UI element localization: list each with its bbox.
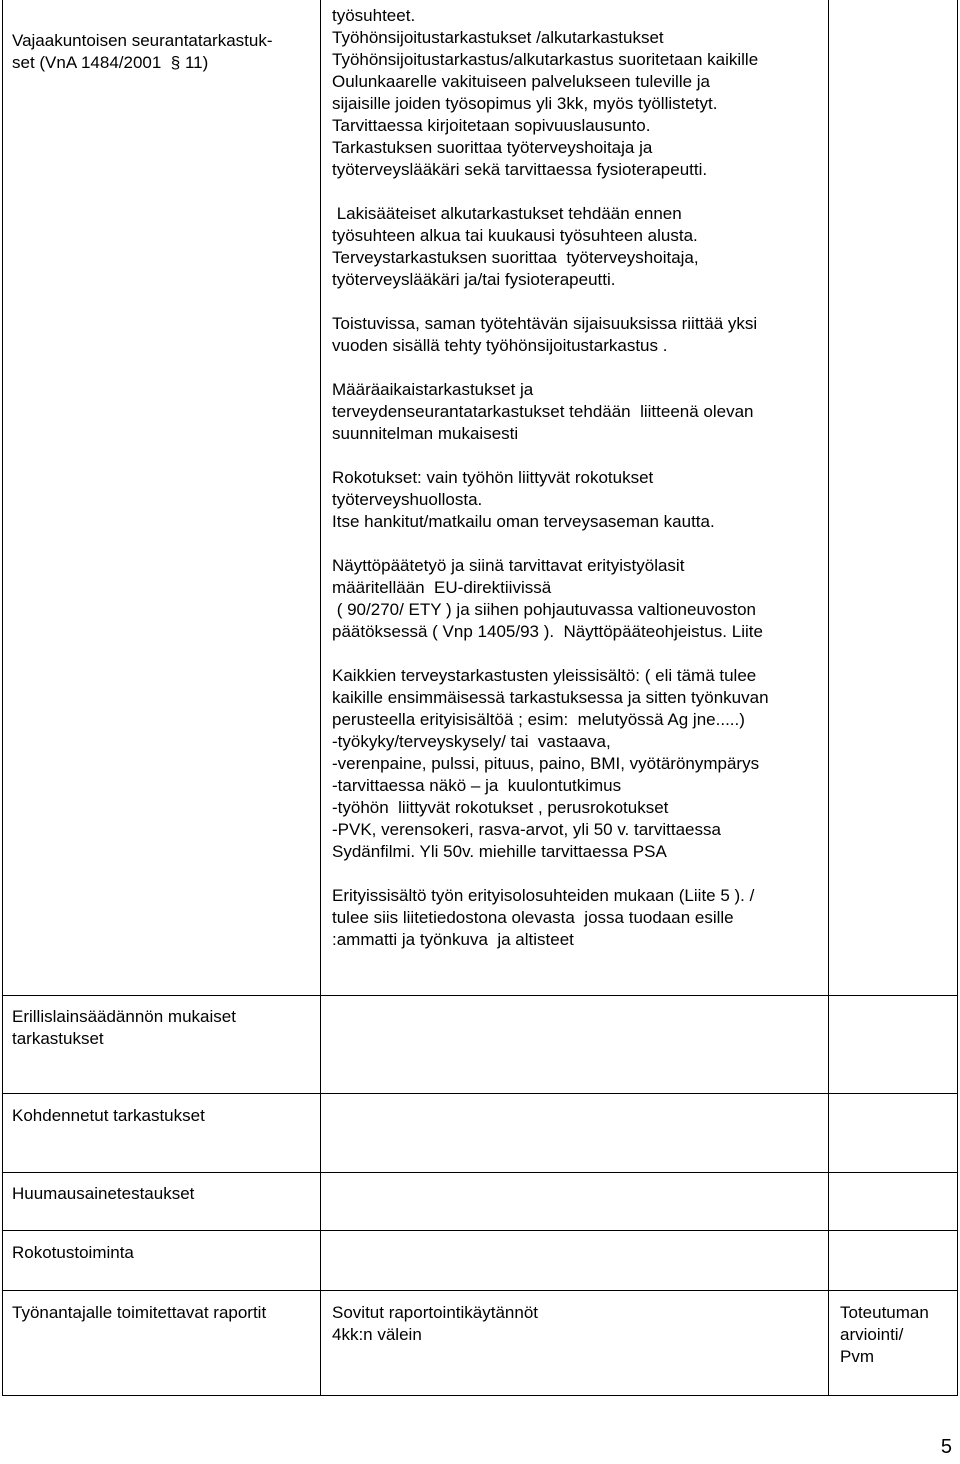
- content-line: Rokotukset: vain työhön liittyvät rokotukset: [332, 468, 654, 487]
- table-left-border: [2, 0, 3, 1396]
- paragraph-gap: [332, 643, 769, 665]
- content-line: Oulunkaarelle vakituiseen palvelukseen tuleville ja: [332, 72, 711, 91]
- row-label-huumausaine: Huumausainetestaukset: [12, 1184, 195, 1203]
- content-line: vuoden sisällä tehty työhönsijoitustarkastus .: [332, 336, 668, 355]
- content-line: työterveyshuollosta.: [332, 490, 483, 509]
- content-line: työterveyslääkäri ja/tai fysioterapeutti.: [332, 270, 616, 289]
- raportit-content: Sovitut raportointikäytännöt 4kk:n välein: [332, 1303, 539, 1344]
- content-line: -PVK, verensokeri, rasva-arvot, yli 50 v. tarvittaessa: [332, 820, 721, 839]
- row-divider: [2, 1290, 958, 1291]
- document-table: [2, 0, 958, 1396]
- content-line: ( 90/270/ ETY ) ja siihen pohjautuvassa valtioneuvoston: [332, 600, 757, 619]
- content-line: perusteella erityisisältöä ; esim: melutyössä Ag jne.....): [332, 710, 745, 729]
- paragraph-gap: [332, 291, 769, 313]
- row-label-rokotustoiminta: Rokotustoiminta: [12, 1243, 134, 1262]
- content-line: Toistuvissa, saman työtehtävän sijaisuuksissa riittää yksi: [332, 314, 758, 333]
- content-line: terveydenseurantatarkastukset tehdään liitteenä olevan: [332, 402, 754, 421]
- content-line: Erityissisältö työn erityisolosuhteiden mukaan (Liite 5 ). /: [332, 886, 755, 905]
- page-number: 5: [940, 1436, 952, 1458]
- raportit-evaluation: Toteutuman arviointi/ Pvm: [840, 1303, 929, 1366]
- paragraph-gap: [332, 533, 769, 555]
- content-line: suunnitelman mukaisesti: [332, 424, 519, 443]
- content-line: Tarvittaessa kirjoitetaan sopivuuslausunto.: [332, 116, 651, 135]
- paragraph-gap: [332, 357, 769, 379]
- content-line: Itse hankitut/matkailu oman terveysaseman kautta.: [332, 512, 715, 531]
- table-bottom-border: [2, 1395, 958, 1396]
- column-divider: [828, 0, 829, 1396]
- column-divider: [320, 0, 321, 1396]
- paragraph-gap: [332, 181, 769, 203]
- content-line: -tarvittaessa näkö – ja kuulontutkimus: [332, 776, 622, 795]
- paragraph-gap: [332, 445, 769, 467]
- row-label-erillislainsaadannon: Erillislainsäädännön mukaiset tarkastukset: [12, 1007, 236, 1048]
- content-line: Kaikkien terveystarkastusten yleissisältö: ( eli tämä tulee: [332, 666, 757, 685]
- content-line: Tarkastuksen suorittaa työterveyshoitaja ja: [332, 138, 653, 157]
- row-label-kohdennetut: Kohdennetut tarkastukset: [12, 1106, 205, 1125]
- content-line: sijaisille joiden työsopimus yli 3kk, myös työllistetyt.: [332, 94, 718, 113]
- content-line: -työhön liittyvät rokotukset , perusrokotukset: [332, 798, 669, 817]
- content-line: määritellään EU-direktiivissä: [332, 578, 552, 597]
- content-line: -verenpaine, pulssi, pituus, paino, BMI, vyötärönympärys: [332, 754, 760, 773]
- row-divider: [2, 1230, 958, 1231]
- main-content-text: [332, 5, 769, 951]
- content-line: -työkyky/terveyskysely/ tai vastaava,: [332, 732, 611, 751]
- row-divider: [2, 995, 958, 996]
- row-label-raportit: Työnantajalle toimitettavat raportit: [12, 1303, 267, 1322]
- content-line: Työhönsijoitustarkastus/alkutarkastus suoritetaan kaikille: [332, 50, 759, 69]
- content-line: työsuhteet.: [332, 6, 416, 25]
- content-line: Lakisääteiset alkutarkastukset tehdään ennen: [332, 204, 682, 223]
- row-divider: [2, 1093, 958, 1094]
- row-divider: [2, 1172, 958, 1173]
- content-line: Työhönsijoitustarkastukset /alkutarkastukset: [332, 28, 664, 47]
- content-line: työsuhteen alkua tai kuukausi työsuhteen alusta.: [332, 226, 698, 245]
- row-label-vajaakuntoisen: Vajaakuntoisen seurantatarkastuk- set (VnA 1484/2001 § 11): [12, 31, 273, 72]
- content-line: Näyttöpäätetyö ja siinä tarvittavat erityistyölasit: [332, 556, 685, 575]
- content-line: kaikille ensimmäisessä tarkastuksessa ja sitten työnkuvan: [332, 688, 769, 707]
- content-line: Terveystarkastuksen suorittaa työterveyshoitaja,: [332, 248, 699, 267]
- content-line: päätöksessä ( Vnp 1405/93 ). Näyttöpääteohjeistus. Liite: [332, 622, 763, 641]
- table-right-border: [957, 0, 958, 1396]
- content-line: työterveyslääkäri sekä tarvittaessa fysioterapeutti.: [332, 160, 708, 179]
- content-line: Määräaikaistarkastukset ja: [332, 380, 534, 399]
- content-line: :ammatti ja työnkuva ja altisteet: [332, 930, 574, 949]
- paragraph-gap: [332, 863, 769, 885]
- content-line: tulee siis liitetiedostona olevasta jossa tuodaan esille: [332, 908, 734, 927]
- content-line: Sydänfilmi. Yli 50v. miehille tarvittaessa PSA: [332, 842, 667, 861]
